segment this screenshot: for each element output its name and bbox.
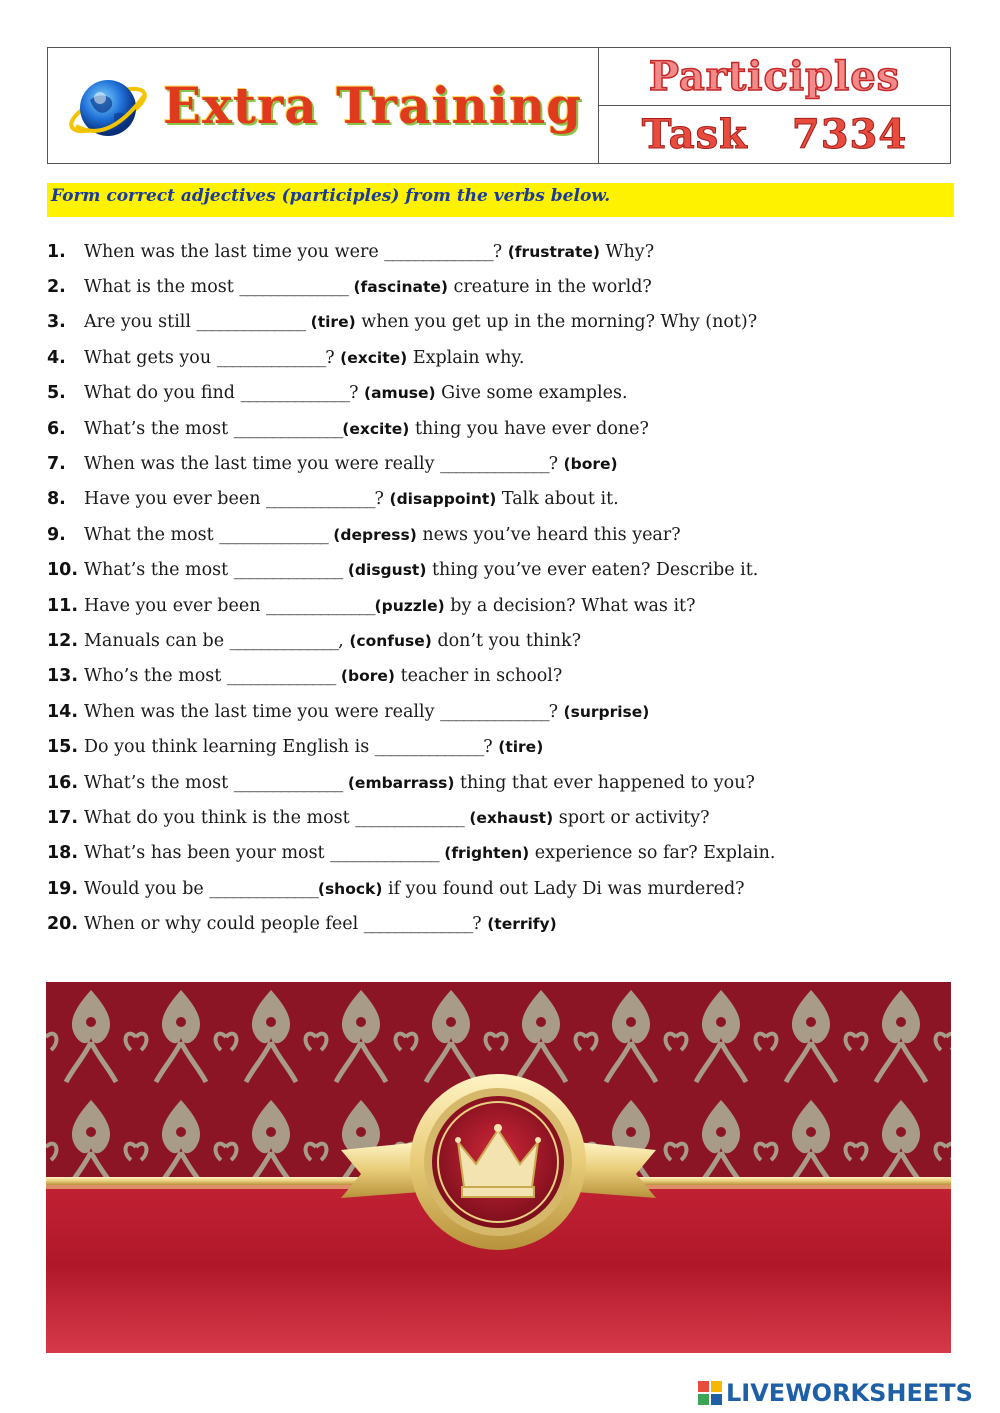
liveworksheets-logo-icon — [697, 1380, 723, 1406]
exercise-item — [47, 411, 952, 446]
globe-icon — [66, 66, 150, 150]
answer-blank[interactable]: ______________ — [266, 489, 375, 510]
verb-hint: (shock) — [317, 879, 383, 898]
task-label: Task — [641, 111, 748, 158]
exercise-item — [47, 305, 952, 340]
question-text: Have you ever been — [84, 489, 267, 510]
item-number: 10. — [47, 560, 79, 581]
verb-hint: (puzzle) — [374, 596, 445, 615]
answer-blank[interactable]: ______________ — [229, 630, 339, 651]
punctuation: ? — [492, 241, 508, 262]
exercise-item — [47, 482, 952, 517]
question-text: When or why could people feel — [84, 914, 364, 935]
item-number: 20. — [47, 914, 79, 935]
item-number: 8. — [47, 489, 66, 510]
question-text: When was the last time you were — [84, 241, 385, 262]
verb-hint: (bore) — [340, 667, 395, 686]
question-tail: experience so far? Explain. — [529, 843, 776, 864]
exercise-item — [47, 659, 952, 694]
exercise-item — [47, 340, 952, 375]
item-number: 7. — [47, 454, 66, 475]
answer-blank[interactable]: ______________ — [209, 878, 318, 899]
answer-blank[interactable]: ______________ — [219, 524, 328, 545]
exercise-item — [47, 517, 952, 552]
item-number: 9. — [47, 524, 66, 545]
answer-blank[interactable]: ______________ — [233, 560, 343, 581]
answer-blank[interactable]: ______________ — [233, 772, 343, 793]
question-tail: don’t you think? — [431, 630, 582, 651]
question-tail: thing you have ever done? — [409, 418, 649, 439]
item-number: 19. — [47, 878, 79, 899]
subject-title: Participles — [648, 53, 901, 100]
task-title — [642, 111, 907, 158]
answer-blank[interactable]: ______________ — [226, 666, 336, 687]
punctuation: ? — [483, 737, 499, 758]
verb-hint: (tire) — [498, 738, 544, 757]
question-text: What do you think is the most — [84, 807, 356, 828]
task-number: 7334 — [791, 111, 908, 158]
answer-blank[interactable]: ______________ — [233, 418, 343, 439]
question-text: When was the last time you were really — [84, 454, 441, 475]
answer-blank[interactable]: ______________ — [363, 914, 473, 935]
question-text: Manuals can be — [84, 630, 230, 651]
answer-blank[interactable]: ______________ — [239, 277, 348, 298]
question-tail: teacher in school? — [395, 666, 563, 687]
exercise-item — [47, 588, 952, 623]
question-tail: Why? — [599, 241, 655, 262]
answer-blank[interactable]: ______________ — [384, 241, 493, 262]
question-text: Are you still — [84, 312, 197, 333]
item-number: 11. — [47, 595, 79, 616]
verb-hint: (exhaust) — [469, 808, 554, 827]
question-tail: creature in the world? — [447, 277, 652, 298]
punctuation: ? — [548, 701, 564, 722]
exercise-list — [47, 234, 952, 942]
question-text: Have you ever been — [84, 595, 267, 616]
question-text: When was the last time you were really — [84, 701, 441, 722]
question-text: Who’s the most — [84, 666, 227, 687]
item-number: 2. — [47, 277, 66, 298]
exercise-item — [47, 269, 952, 304]
question-text: What’s has been your most — [84, 843, 331, 864]
verb-hint: (surprise) — [563, 702, 650, 721]
question-text: What do you find — [84, 383, 241, 404]
exercise-item — [47, 623, 952, 658]
decorative-banner — [46, 982, 951, 1353]
question-text: What gets you — [84, 347, 217, 368]
exercise-item — [47, 234, 952, 269]
watermark-text: LIVEWORKSHEETS — [726, 1379, 973, 1407]
exercise-item — [47, 694, 952, 729]
question-tail: Give some examples. — [435, 383, 628, 404]
question-text: What the most — [84, 524, 220, 545]
exercise-item — [47, 729, 952, 764]
verb-hint: (bore) — [563, 455, 618, 474]
punctuation: ? — [472, 914, 488, 935]
verb-hint: (frustrate) — [507, 242, 600, 261]
brand-cell — [48, 48, 599, 163]
verb-hint: (tire) — [310, 313, 356, 332]
question-text: Would you be — [84, 878, 210, 899]
banner-image — [46, 982, 951, 1353]
answer-blank[interactable]: ______________ — [216, 347, 326, 368]
question-text: What’s the most — [84, 560, 234, 581]
task-cell — [599, 48, 950, 163]
verb-hint: (terrify) — [487, 915, 557, 934]
question-tail: thing you’ve ever eaten? Describe it. — [426, 560, 759, 581]
punctuation: ? — [349, 383, 365, 404]
exercise-item — [47, 376, 952, 411]
question-text: Do you think learning English is — [84, 737, 375, 758]
answer-blank[interactable]: ______________ — [240, 383, 350, 404]
question-tail: Explain why. — [407, 347, 525, 368]
item-number: 14. — [47, 701, 79, 722]
verb-hint: (amuse) — [364, 384, 436, 403]
item-number: 16. — [47, 772, 79, 793]
question-tail: if you found out Lady Di was murdered? — [382, 878, 745, 899]
item-number: 13. — [47, 666, 79, 687]
item-number: 4. — [47, 347, 66, 368]
exercise-item — [47, 553, 952, 588]
verb-hint: (confuse) — [349, 631, 432, 650]
liveworksheets-watermark — [697, 1377, 973, 1409]
exercise-item — [47, 765, 952, 800]
verb-hint: (excite) — [342, 419, 410, 438]
verb-hint: (excite) — [340, 348, 408, 367]
verb-hint: (fascinate) — [353, 278, 448, 297]
item-number: 12. — [47, 630, 79, 651]
answer-blank[interactable]: ______________ — [330, 843, 439, 864]
answer-blank[interactable]: ______________ — [355, 807, 464, 828]
exercise-item — [47, 871, 952, 906]
question-tail: Talk about it. — [496, 489, 619, 510]
exercise-item — [47, 800, 952, 835]
item-number: 18. — [47, 843, 79, 864]
exercise-item — [47, 446, 952, 481]
exercise-item — [47, 906, 952, 941]
answer-blank[interactable]: ______________ — [440, 701, 549, 722]
verb-hint: (embarrass) — [347, 773, 455, 792]
punctuation: ? — [548, 454, 564, 475]
question-tail: news you’ve heard this year? — [416, 524, 681, 545]
item-number: 17. — [47, 807, 79, 828]
punctuation: ? — [325, 347, 341, 368]
instruction-bar: Form correct adjectives (participles) from the verbs below. — [47, 183, 954, 217]
verb-hint: (disgust) — [347, 561, 427, 580]
item-number: 1. — [47, 241, 66, 262]
verb-hint: (depress) — [333, 525, 417, 544]
answer-blank[interactable]: ______________ — [196, 312, 306, 333]
punctuation: ? — [374, 489, 390, 510]
task-number-cell — [599, 106, 950, 163]
item-number: 3. — [47, 312, 66, 333]
question-text: What’s the most — [84, 772, 234, 793]
punctuation: , — [338, 630, 350, 651]
question-text: What’s the most — [84, 418, 234, 439]
worksheet-header — [47, 47, 951, 164]
question-tail: by a decision? What was it? — [444, 595, 696, 616]
question-tail: sport or activity? — [553, 807, 710, 828]
verb-hint: (disappoint) — [389, 490, 497, 509]
question-tail: thing that ever happened to you? — [454, 772, 755, 793]
answer-blank[interactable]: ______________ — [440, 454, 549, 475]
answer-blank[interactable]: ______________ — [266, 595, 375, 616]
item-number: 15. — [47, 737, 79, 758]
question-text: What is the most — [84, 277, 240, 298]
item-number: 6. — [47, 418, 66, 439]
verb-hint: (frighten) — [444, 844, 530, 863]
item-number: 5. — [47, 383, 66, 404]
brand-title: Extra Training — [163, 76, 583, 135]
question-tail: when you get up in the morning? Why (not)? — [355, 312, 758, 333]
subject-cell — [599, 48, 950, 106]
exercise-item — [47, 836, 952, 871]
answer-blank[interactable]: ______________ — [374, 737, 484, 758]
